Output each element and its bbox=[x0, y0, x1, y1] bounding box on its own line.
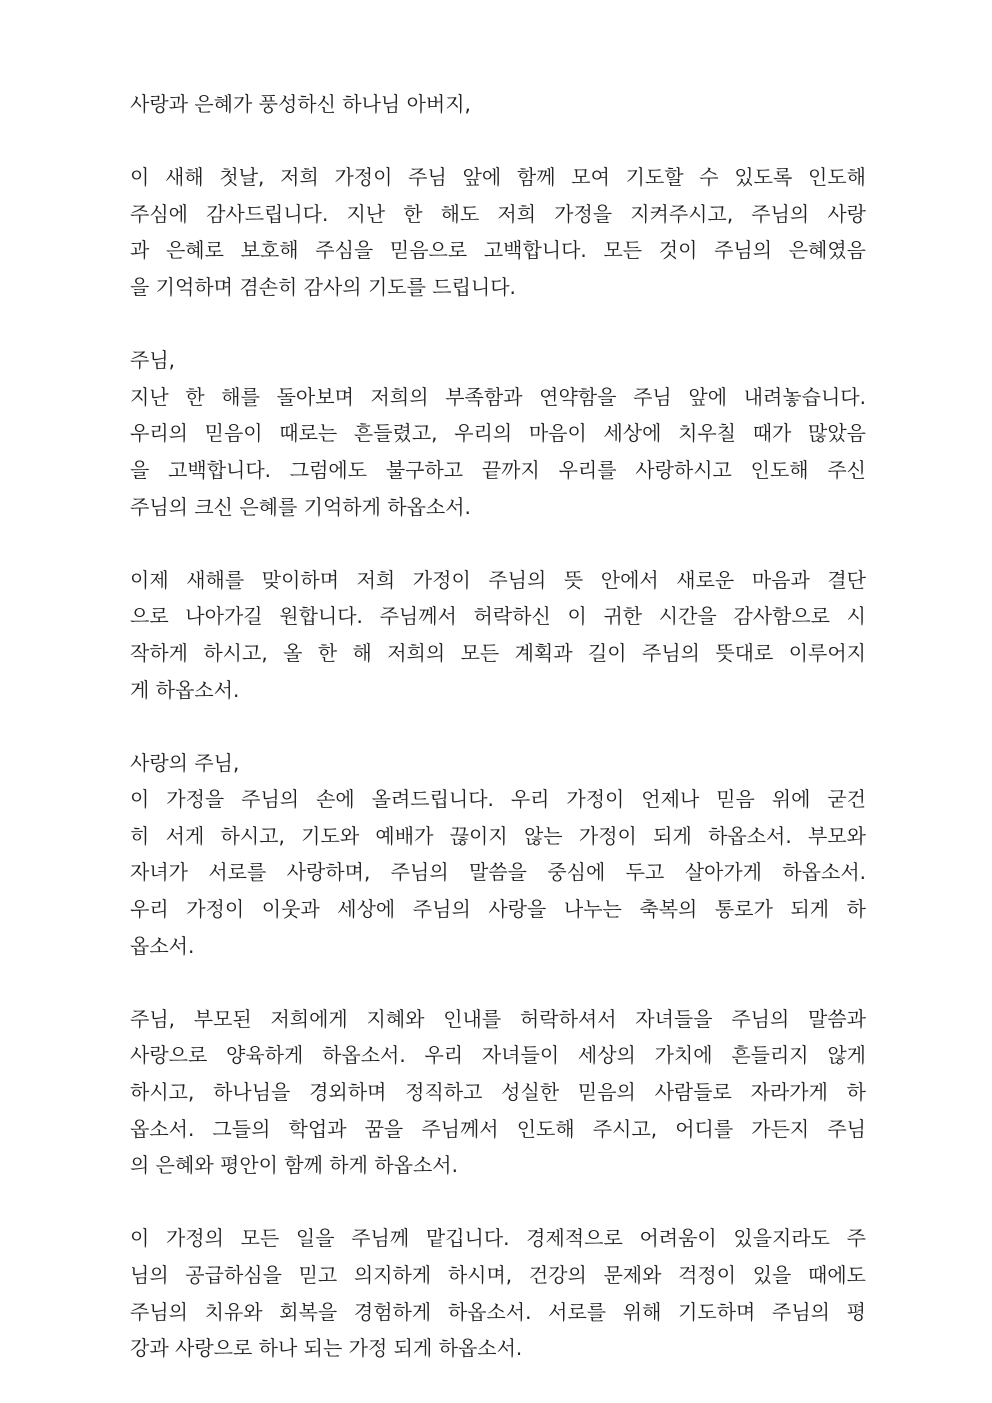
text-line: 강과 사랑으로 하나 되는 가정 되게 하옵소서. bbox=[130, 1336, 523, 1361]
text-line: 을 기억하며 겸손히 감사의 기도를 드립니다. bbox=[130, 274, 516, 299]
text-line: 우리 가정이 이웃과 세상에 주님의 사랑을 나누는 축복의 통로가 되게 하 bbox=[130, 897, 866, 922]
paragraph-entrust bbox=[130, 1220, 866, 1366]
text-line: 주님, 부모된 저희에게 지혜와 인내를 허락하셔서 자녀들을 주님의 말씀과 bbox=[130, 1006, 866, 1031]
text-line: 우리의 믿음이 때로는 흔들렸고, 우리의 마음이 세상에 치우칠 때가 많았음 bbox=[130, 421, 866, 446]
text-line: 게 하옵소서. bbox=[130, 677, 240, 702]
text-line: 하시고, 하나님을 경외하며 정직하고 성실한 믿음의 사람들로 자라가게 하 bbox=[130, 1080, 866, 1105]
text-line: 사랑으로 양육하게 하옵소서. 우리 자녀들이 세상의 가치에 흔들리지 않게 bbox=[130, 1043, 866, 1068]
text-line: 을 고백합니다. 그럼에도 불구하고 끝까지 우리를 사랑하시고 인도해 주신 bbox=[130, 457, 866, 482]
document-page bbox=[130, 86, 866, 1403]
text-line: 지난 한 해를 돌아보며 저희의 부족함과 연약함을 주님 앞에 내려놓습니다. bbox=[130, 384, 866, 409]
text-line: 주님의 치유와 회복을 경험하게 하옵소서. 서로를 위해 기도하며 주님의 평 bbox=[130, 1299, 866, 1324]
text-line: 의 은혜와 평안이 함께 하게 하옵소서. bbox=[130, 1153, 458, 1178]
text-line: 작하게 하시고, 올 한 해 저희의 모든 계획과 길이 주님의 뜻대로 이루어지 bbox=[130, 640, 866, 665]
text-line: 옵소서. bbox=[130, 933, 195, 958]
paragraph-confession bbox=[130, 342, 866, 525]
text-line: 옵소서. 그들의 학업과 꿈을 주님께서 인도해 주시고, 어디를 가든지 주님 bbox=[130, 1116, 866, 1141]
paragraph-children bbox=[130, 1001, 866, 1184]
paragraph-family bbox=[130, 745, 866, 965]
opening-address bbox=[130, 86, 866, 123]
text-line: 이 새해 첫날, 저희 가정이 주님 앞에 함께 모여 기도할 수 있도록 인도해 bbox=[130, 165, 866, 190]
text-line: 자녀가 서로를 사랑하며, 주님의 말씀을 중심에 두고 살아가게 하옵소서. bbox=[130, 860, 866, 885]
text-line: 이 가정을 주님의 손에 올려드립니다. 우리 가정이 언제나 믿음 위에 굳건 bbox=[130, 787, 866, 812]
text-line: 주님, bbox=[130, 348, 175, 373]
text-line: 사랑의 주님, bbox=[130, 750, 240, 775]
text-line: 이제 새해를 맞이하며 저희 가정이 주님의 뜻 안에서 새로운 마음과 결단 bbox=[130, 567, 866, 592]
paragraph-new-year bbox=[130, 562, 866, 708]
text-line: 님의 공급하심을 믿고 의지하게 하시며, 건강의 문제와 걱정이 있을 때에도 bbox=[130, 1263, 866, 1287]
paragraph-thanksgiving bbox=[130, 159, 866, 305]
text-line: 사랑과 은혜가 풍성하신 하나님 아버지, bbox=[130, 92, 471, 116]
text-line: 주심에 감사드립니다. 지난 한 해도 저희 가정을 지켜주시고, 주님의 사랑 bbox=[130, 201, 866, 226]
text-line: 히 서게 하시고, 기도와 예배가 끊이지 않는 가정이 되게 하옵소서. 부모와 bbox=[130, 823, 866, 848]
text-line: 으로 나아가길 원합니다. 주님께서 허락하신 이 귀한 시간을 감사함으로 시 bbox=[130, 604, 866, 629]
text-line: 이 가정의 모든 일을 주님께 맡깁니다. 경제적으로 어려움이 있을지라도 주 bbox=[130, 1226, 866, 1251]
text-line: 주님의 크신 은혜를 기억하게 하옵소서. bbox=[130, 494, 471, 519]
text-line: 과 은혜로 보호해 주심을 믿음으로 고백합니다. 모든 것이 주님의 은혜였음 bbox=[130, 238, 866, 263]
